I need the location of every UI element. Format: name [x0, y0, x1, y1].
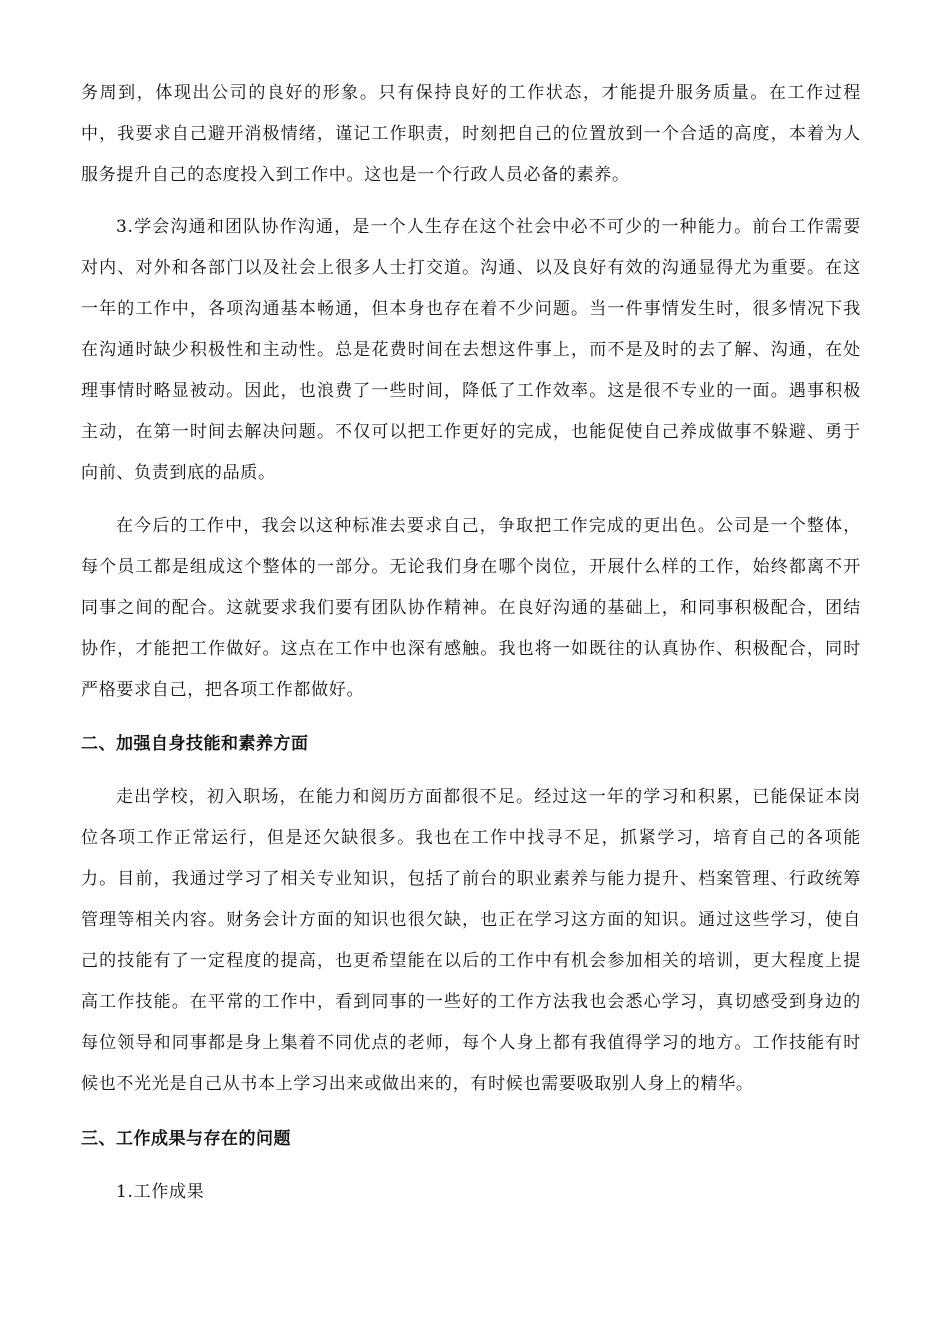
paragraph-line: 对内、对外和各部门以及社会上很多人士打交道。沟通、以及良好有效的沟通显得尤为重要。在这 [81, 258, 861, 278]
paragraph-line: 协作，才能把工作做好。这点在工作中也深有感触。我也将一如既往的认真协作、积极配合，同时 [81, 639, 861, 659]
paragraph-line: 走出学校，初入职场，在能力和阅历方面都很不足。经过这一年的学习和积累，已能保证本岗 [116, 787, 861, 807]
paragraph-line: 位各项工作正常运行，但是还欠缺很多。我也在工作中找寻不足，抓紧学习，培育自己的各项能 [81, 828, 861, 848]
paragraph-line: 同事之间的配合。这就要求我们要有团队协作精神。在良好沟通的基础上，和同事积极配合，团结 [81, 598, 861, 618]
paragraph-line: 向前、负责到底的品质。 [81, 463, 276, 483]
paragraph-line: 3.学会沟通和团队协作沟通，是一个人生存在这个社会中必不可少的一种能力。前台工作需要 [116, 217, 861, 237]
paragraph-line: 高工作技能。在平常的工作中，看到同事的一些好的工作方法我也会悉心学习，真切感受到身边的 [81, 992, 861, 1012]
section-heading: 二、加强自身技能和素养方面 [81, 734, 309, 754]
subsection-heading: 1.工作成果 [116, 1182, 205, 1202]
paragraph-line: 候也不光光是自己从书本上学习出来或做出来的，有时候也需要吸取别人身上的精华。 [81, 1074, 754, 1094]
paragraph-line: 服务提升自己的态度投入到工作中。这也是一个行政人员必备的素养。 [81, 165, 630, 185]
section-heading: 三、工作成果与存在的问题 [81, 1129, 291, 1149]
paragraph-line: 理事情时略显被动。因此，也浪费了一些时间，降低了工作效率。这是很不专业的一面。遇事积极 [81, 381, 861, 401]
paragraph-line: 在沟通时缺少积极性和主动性。总是花费时间在去想这件事上，而不是及时的去了解、沟通，在处 [81, 340, 861, 360]
paragraph-line: 严格要求自己，把各项工作都做好。 [81, 680, 365, 700]
paragraph-line: 己的技能有了一定程度的提高，也更希望能在以后的工作中有机会参加相关的培训，更大程度上提 [81, 951, 861, 971]
paragraph-line: 管理等相关内容。财务会计方面的知识也很欠缺，也正在学习这方面的知识。通过这些学习，使自 [81, 910, 861, 930]
paragraph-line: 每位领导和同事都是身上集着不同优点的老师，每个人身上都有我值得学习的地方。工作技能有时 [81, 1033, 861, 1053]
paragraph-line: 主动，在第一时间去解决问题。不仅可以把工作更好的完成，也能促使自己养成做事不躲避、勇于 [81, 422, 861, 442]
paragraph-line: 中，我要求自己避开消极情绪，谨记工作职责，时刻把自己的位置放到一个合适的高度，本着为人 [81, 124, 861, 144]
paragraph-line: 务周到，体现出公司的良好的形象。只有保持良好的工作状态，才能提升服务质量。在工作过程 [81, 83, 861, 103]
paragraph-line: 在今后的工作中，我会以这种标准去要求自己，争取把工作完成的更出色。公司是一个整体， [116, 516, 861, 536]
paragraph-line: 力。目前，我通过学习了相关专业知识，包括了前台的职业素养与能力提升、档案管理、行政统筹 [81, 869, 861, 889]
paragraph-line: 每个员工都是组成这个整体的一部分。无论我们身在哪个岗位，开展什么样的工作，始终都离不开 [81, 557, 861, 577]
paragraph-line: 一年的工作中，各项沟通基本畅通，但本身也存在着不少问题。当一件事情发生时，很多情况下我 [81, 299, 861, 319]
